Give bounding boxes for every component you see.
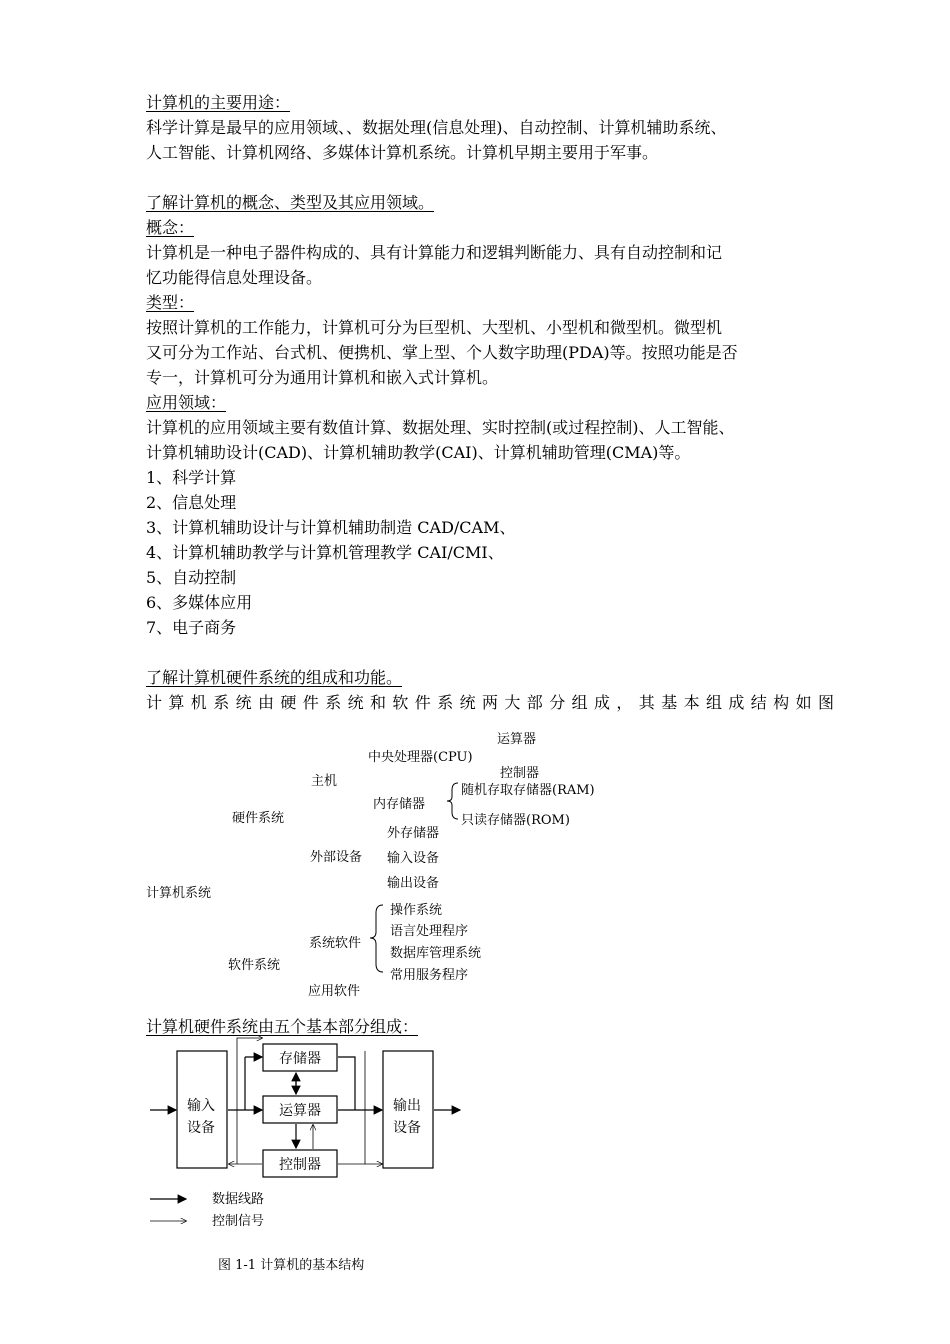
application-line-2: 计算机辅助设计(CAD)、计算机辅助教学(CAI)、计算机辅助管理(CMA)等。 <box>146 443 691 462</box>
list-item: 7、电子商务 <box>146 618 237 637</box>
type-label: 类型： <box>146 293 195 312</box>
list-item: 2、信息处理 <box>146 493 237 512</box>
concept-section-heading: 了解计算机的概念、类型及其应用领域。 <box>146 193 435 212</box>
type-line-1: 按照计算机的工作能力，计算机可分为巨型机、大型机、小型机和微型机。微型机 <box>146 318 723 337</box>
tree-dbms: 数据库管理系统 <box>390 946 482 961</box>
memory-label: 存储器 <box>279 1051 321 1067</box>
tree-rom: 只读存储器(ROM) <box>461 813 570 828</box>
tree-app-software: 应用软件 <box>308 984 361 999</box>
legend-control-label: 控制信号 <box>212 1214 265 1229</box>
tree-hardware: 硬件系统 <box>232 811 285 826</box>
input-device-label-1: 输入 <box>187 1098 215 1114</box>
tree-peripheral: 外部设备 <box>310 850 363 865</box>
type-line-3: 专一，计算机可分为通用计算机和嵌入式计算机。 <box>146 368 499 387</box>
tree-host: 主机 <box>311 774 338 789</box>
uses-heading: 计算机的主要用途： <box>146 93 291 112</box>
output-device-label-2: 设备 <box>393 1120 421 1136</box>
list-item: 5、自动控制 <box>146 568 237 587</box>
figure-caption: 图 1-1 计算机的基本结构 <box>218 1258 365 1273</box>
concept-label: 概念： <box>146 218 195 237</box>
uses-line-1: 科学计算是最早的应用领域、、数据处理(信息处理)、自动控制、计算机辅助系统、 <box>146 118 727 137</box>
uses-line-2: 人工智能、计算机网络、多媒体计算机系统。计算机早期主要用于军事。 <box>146 143 659 162</box>
list-item: 3、计算机辅助设计与计算机辅助制造 CAD/CAM、 <box>146 518 516 537</box>
application-label: 应用领域： <box>146 393 227 412</box>
output-device-label-1: 输出 <box>393 1098 421 1114</box>
tree-software: 软件系统 <box>228 958 281 973</box>
tree-root: 计算机系统 <box>146 886 212 901</box>
tree-ram: 随机存取存储器(RAM) <box>461 783 595 798</box>
tree-system-software: 系统软件 <box>309 936 362 951</box>
list-item: 4、计算机辅助教学与计算机管理教学 CAI/CMI、 <box>146 543 504 562</box>
controller-label: 控制器 <box>279 1157 321 1173</box>
concept-line-1: 计算机是一种电子器件构成的、具有计算能力和逻辑判断能力、具有自动控制和记 <box>146 243 723 262</box>
tree-cpu: 中央处理器(CPU) <box>368 750 473 765</box>
list-item: 1、科学计算 <box>146 468 237 487</box>
tree-output: 输出设备 <box>387 876 440 891</box>
tree-os: 操作系统 <box>390 903 443 918</box>
tree-input: 输入设备 <box>387 851 440 866</box>
input-device-label-2: 设备 <box>187 1120 215 1136</box>
block-heading: 计算机硬件系统由五个基本部分组成： <box>146 1017 419 1036</box>
hardware-heading: 了解计算机硬件系统的组成和功能。 <box>146 668 403 687</box>
tree-external-storage: 外存储器 <box>387 826 440 841</box>
tree-utility: 常用服务程序 <box>390 968 469 983</box>
alu-label: 运算器 <box>279 1103 321 1119</box>
tree-controller: 控制器 <box>500 766 540 781</box>
application-line-1: 计算机的应用领域主要有数值计算、数据处理、实时控制(或过程控制)、人工智能、 <box>146 418 735 437</box>
type-line-2: 又可分为工作站、台式机、便携机、掌上型、个人数字助理(PDA)等。按照功能是否 <box>146 343 738 362</box>
tree-lang: 语言处理程序 <box>390 924 469 939</box>
list-item: 6、多媒体应用 <box>146 593 253 612</box>
legend-data-label: 数据线路 <box>212 1192 265 1207</box>
hardware-intro: 计算机系统由硬件系统和软件系统两大部分组成，其基本组成结构如图 <box>146 693 836 712</box>
concept-line-2: 忆功能得信息处理设备。 <box>146 268 323 287</box>
tree-memory: 内存储器 <box>373 797 426 812</box>
tree-alu: 运算器 <box>497 732 537 747</box>
